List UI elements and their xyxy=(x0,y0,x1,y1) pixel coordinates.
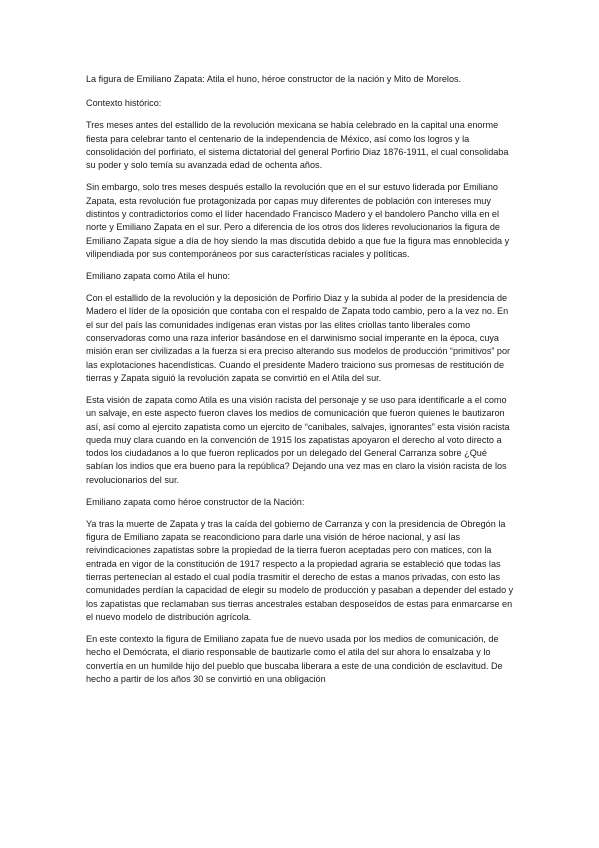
paragraph: Esta visión de zapata como Atila es una visión racista del personaje y se uso para identificarle a el como un salvaje, en este aspecto fueron claves los medios de comunicación que fueron quienes le bautizaron así, así como al ejercito zapatista como un ejercito de “canibales, salvajes, ignorantes” esta visión racista queda muy clara cuando en la convención de 1915 los zapatistas apoyaron el derecho al voto directo a todos los ciudadanos a lo que fueron replicados por un delegado del General Carranza sobre ¿Qué sabían los indios que era bueno para la república? Dejando una vez mas en claro la visión racista de los revolucionarios del sur. xyxy=(86,394,510,485)
paragraph: Ya tras la muerte de Zapata y tras la caída del gobierno de Carranza y con la presidencia de Obregón la figura de Emiliano zapata se reacondiciono para darle una visión de héroe nacional, y así las reivindicaciones zapatistas sobre la propiedad de la tierra fueron aceptadas pero con matices, con la entrada en vigor de la constitución de 1917 respecto a la propiedad agraria se estableció que todas las tierras pertenecían al estado el cual podía trasmitir el derecho de estas a manos privadas, con esto las comunidades perdían la capacidad de elegir su modelo de producción y pasaban a depender del estado y los zapatistas que reclamaban sus tierras ancestrales estaban desposeídos de estas para enmarcarse en el nuevo modelo de distribución agrícola. xyxy=(86,518,514,622)
document-title: La figura de Emiliano Zapata: Atila el huno, héroe constructor de la nación y Mito de Morelos. xyxy=(86,74,462,84)
section-heading-atila: Emiliano zapata como Atila el huno: xyxy=(86,270,231,281)
paragraph: En este contexto la figura de Emiliano zapata fue de nuevo usada por los medios de comunicación, de hecho el Demócrata, el diario responsable de bautizarle como el atila del sur ahora lo ensalzaba y lo convertía en un humilde hijo del pueblo que buscaba liberara a este de una condición de esclavitud. De hecho a partir de los años 30 se convirtió en una obligación xyxy=(86,634,503,684)
paragraph: Sin embargo, solo tres meses después estallo la revolución que en el sur estuvo liderada por Emiliano Zapata, esta revolución fue protagonizada por capas muy diferentes de población con intereses muy distintos y contradictorios como el líder hacendado Francisco Madero y el bandolero Pancho villa en el norte y Emiliano Zapata en el sur. Pero a diferencia de los otros dos lideres revolucionarios la figura de Emiliano Zapata sigue a día de hoy siendo la mas discutida debido a que fue la figura mas ennoblecida y vilipendiada por sus contemporáneos por sus características raciales y políticas. xyxy=(86,182,510,259)
paragraph: Con el estallido de la revolución y la deposición de Porfirio Diaz y la subida al poder de la presidencia de Madero el líder de la oposición que contaba con el respaldo de Zapata todo cambio, pero a la vez no. En el sur del país las comunidades indígenas eran vistas por las elites criollas tanto liberales como conservadoras como una raza inferior basándose en el darwinismo social imperante en la época, cuya misión eran ser civilizadas a la fuerza si era preciso alterando sus modelos de producción “primitivos” por las explotaciones hacendísticas. Cuando el presidente Madero traiciono sus promesas de restitución de tierras y Zapata siguió la revolución zapata se convirtió en el Atila del sur. xyxy=(86,293,511,383)
section-heading-heroe: Emiliano zapata como héroe constructor de la Nación: xyxy=(86,496,305,507)
paragraph: Tres meses antes del estallido de la revolución mexicana se había celebrado en la capital una enorme fiesta para celebrar tanto el centenario de la independencia de México, así como los logros y la consolidación del porfiriato, el sistema dictatorial del general Porfirio Diaz 1876-1911, el cual consolidaba su poder y solo temía su avanzada edad de ochenta años. xyxy=(86,120,509,171)
document-body xyxy=(86,73,516,695)
section-heading-context: Contexto histórico: xyxy=(86,98,162,109)
